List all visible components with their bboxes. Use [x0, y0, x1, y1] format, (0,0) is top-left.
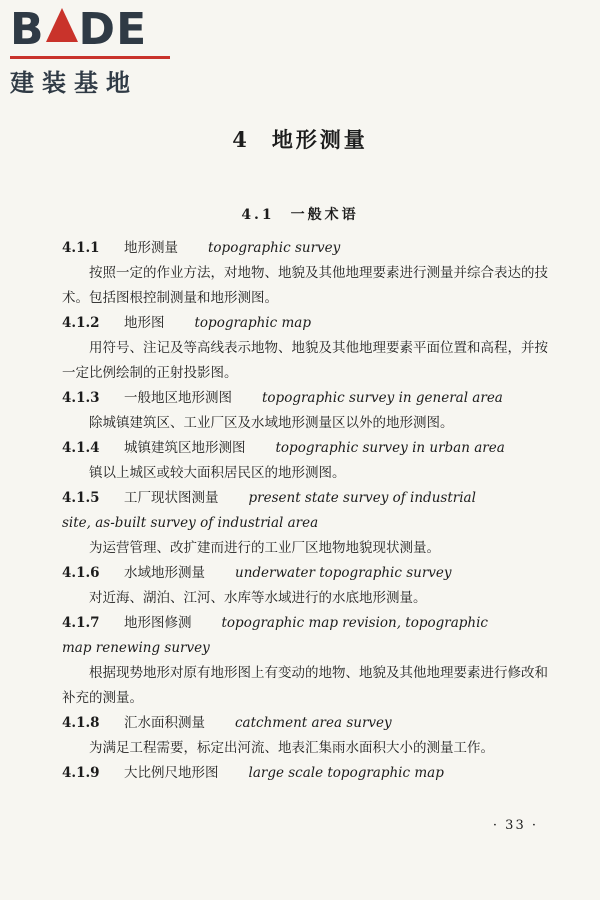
term-heading [62, 711, 548, 736]
term-number: 4.1.5 [62, 490, 100, 506]
term-chinese: 地形测量 [124, 240, 178, 256]
term-definition: 对近海、湖泊、江河、水库等水域进行的水底地形测量。 [89, 590, 427, 606]
term-english: present state survey of industrial [248, 490, 476, 506]
term-heading [62, 236, 548, 261]
logo-underline [10, 56, 170, 59]
term-definition: 为运营管理、改扩建而进行的工业厂区地物地貌现状测量。 [89, 540, 440, 556]
term-heading [62, 611, 548, 636]
logo [10, 4, 180, 98]
section-number: 4.1 [241, 207, 275, 223]
term-chinese: 工厂现状图测量 [124, 490, 219, 506]
term-number: 4.1.9 [62, 765, 100, 781]
term-heading [62, 386, 548, 411]
logo-wordmark [10, 4, 180, 55]
section-title: 一般术语 [290, 207, 359, 223]
term-english: topographic survey [208, 240, 341, 256]
term-heading [62, 761, 548, 786]
term-english: underwater topographic survey [235, 565, 452, 581]
term-heading [62, 311, 548, 336]
term-heading [62, 561, 548, 586]
term-number: 4.1.8 [62, 715, 100, 731]
term-definition: 除城镇建筑区、工业厂区及水域地形测量区以外的地形测图。 [89, 415, 454, 431]
term-chinese: 地形图 [124, 315, 165, 331]
term-english: topographic map revision, topographic [221, 615, 488, 631]
logo-triangle-a [46, 8, 78, 42]
term-chinese: 地形图修测 [124, 615, 192, 631]
logo-chinese-text: 建装基地 [10, 69, 138, 97]
term-english: topographic survey in general area [262, 390, 503, 406]
term-definition: 按照一定的作业方法，对地物、地貌及其他地理要素进行测量并综合表达的技术。包括图根控制测量和地形测图。 [62, 265, 548, 306]
chapter-title: 地形测量 [271, 127, 368, 152]
logo-letters-de: DE [78, 4, 148, 55]
logo-letter-b: B [10, 4, 45, 55]
term-english: large scale topographic map [248, 765, 444, 781]
term-number: 4.1.1 [62, 240, 100, 256]
term-number: 4.1.4 [62, 440, 100, 456]
term-chinese: 城镇建筑区地形测图 [124, 440, 246, 456]
term-english-continued: site, as-built survey of industrial area [62, 515, 319, 531]
term-definition: 根据现势地形对原有地形图上有变动的地物、地貌及其他地理要素进行修改和补充的测量。 [62, 665, 548, 706]
term-chinese: 水域地形测量 [124, 565, 205, 581]
chapter-number: 4 [232, 127, 250, 152]
term-chinese: 汇水面积测量 [124, 715, 205, 731]
page-number: · 33 · [492, 818, 538, 833]
term-heading [62, 436, 548, 461]
term-definition: 为满足工程需要，标定出河流、地表汇集雨水面积大小的测量工作。 [89, 740, 494, 756]
term-english: topographic survey in urban area [275, 440, 505, 456]
term-number: 4.1.6 [62, 565, 100, 581]
term-number: 4.1.3 [62, 390, 100, 406]
term-english-continued: map renewing survey [62, 640, 210, 656]
section-heading [0, 204, 600, 224]
term-number: 4.1.2 [62, 315, 100, 331]
term-english: catchment area survey [235, 715, 392, 731]
term-list [62, 236, 548, 786]
chapter-heading [0, 124, 600, 154]
term-chinese: 大比例尺地形图 [124, 765, 219, 781]
term-english: topographic map [194, 315, 311, 331]
term-number: 4.1.7 [62, 615, 100, 631]
term-definition: 用符号、注记及等高线表示地物、地貌及其他地理要素平面位置和高程，并按一定比例绘制的正射投影图。 [62, 340, 548, 381]
term-chinese: 一般地区地形测图 [124, 390, 232, 406]
term-definition: 镇以上城区或较大面积居民区的地形测图。 [89, 465, 346, 481]
term-heading [62, 486, 548, 511]
